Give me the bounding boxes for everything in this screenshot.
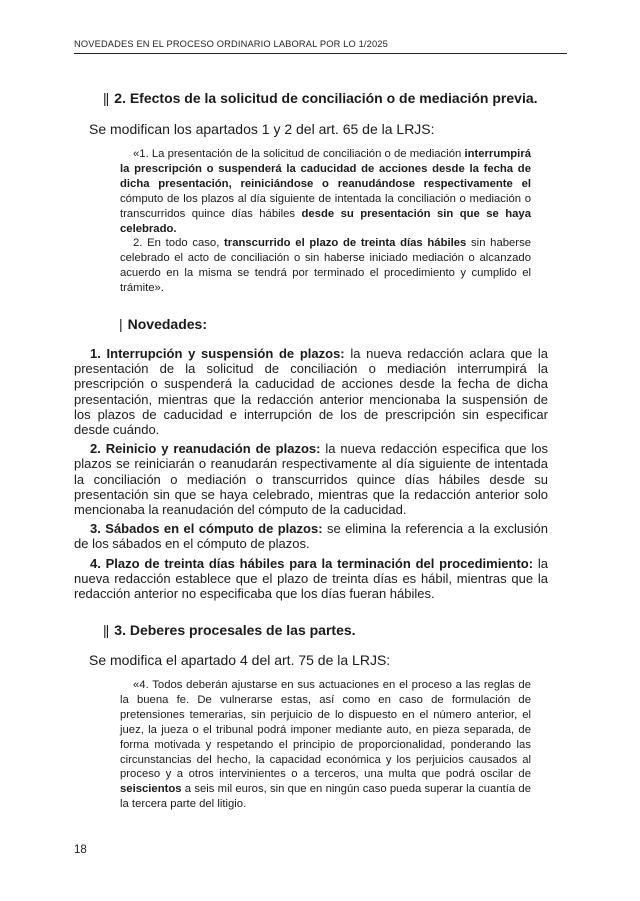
quote-emphasis: seiscientos xyxy=(120,783,182,796)
novedad-text: la nueva redacción aclara que la presentación de la solicitud de conciliación o mediación interrumpirá la prescripción o suspenderá la caducidad de acciones desde la fecha de dicha presentación, mientras que la redacción anterior mencionaba la suspensión de los plazos de caducidad e interrupción de los de prescripción sin especificar desde cuándo. xyxy=(74,346,549,438)
section-3-heading xyxy=(103,622,356,638)
section-marker: | xyxy=(119,316,122,332)
quote-paragraph-1 xyxy=(120,147,531,236)
quote-paragraph xyxy=(120,678,531,812)
section-2-heading xyxy=(103,90,538,106)
novedad-item xyxy=(74,346,548,437)
quote-text: sin haberse celebrado el acto de conciliación o sin haberse iniciado mediación o alcanzado acuerdo en la misma se tendrá por terminado el procedimiento y cumplido el trámite». xyxy=(120,237,531,295)
section-3-intro: Se modifica el apartado 4 del art. 75 de la LRJS: xyxy=(89,652,391,668)
section-2-intro: Se modifican los apartados 1 y 2 del art. 65 de la LRJS: xyxy=(89,121,435,137)
quote-emphasis: interrumpirá la prescripción o suspenderá la caducidad de acciones desde la fecha de dicha presentación, reiniciándose o reanudándose respectivamente el xyxy=(120,148,531,190)
section-3-title: 3. Deberes procesales de las partes. xyxy=(114,622,356,638)
quote-text: 2. En todo caso, xyxy=(133,237,225,250)
section-2-quote xyxy=(120,147,531,296)
novedades-list xyxy=(74,346,548,605)
page-number: 18 xyxy=(74,844,87,856)
section-marker: || xyxy=(103,90,109,106)
quote-emphasis: desde su presentación sin que se haya celebrado. xyxy=(120,207,531,235)
novedad-text: la nueva redacción establece que el plazo de treinta días es hábil, mientras que la redacción anterior no especificaba que los días fueran hábiles. xyxy=(74,555,548,602)
quote-paragraph-2 xyxy=(120,236,531,296)
novedades-title: Novedades: xyxy=(127,316,207,332)
quote-text: «1. La presentación de la solicitud de conciliación o de mediación xyxy=(133,148,465,160)
running-header: NOVEDADES EN EL PROCESO ORDINARIO LABORAL POR LO 1/2025 xyxy=(74,39,388,49)
novedad-label: 3. Sábados en el cómputo de plazos: xyxy=(90,521,323,537)
section-3-quote xyxy=(120,678,531,812)
section-marker: || xyxy=(103,622,109,638)
novedades-heading xyxy=(119,316,207,332)
novedad-item xyxy=(74,556,548,602)
section-2-title: 2. Efectos de la solicitud de conciliación o de mediación previa. xyxy=(114,90,538,106)
header-rule xyxy=(74,53,567,54)
novedad-item xyxy=(74,441,548,517)
novedad-text: la nueva redacción especifica que los plazos se reiniciarán o reanudarán respectivamente al día siguiente de intentada la conciliación o mediación o transcurridos quince días hábiles desde su presentación sin que se haya celebrado, mientras que la redacción anterior solo mencionaba la reanudación del cómputo de la caducidad. xyxy=(74,441,548,518)
quote-emphasis: transcurrido el plazo de treinta días hábiles xyxy=(224,237,467,250)
novedad-label: 4. Plazo de treinta días hábiles para la terminación del procedimiento: xyxy=(90,555,534,571)
novedad-label: 2. Reinicio y reanudación de plazos: xyxy=(90,441,321,457)
novedad-label: 1. Interrupción y suspensión de plazos: xyxy=(90,346,345,361)
quote-text: a seis mil euros, sin que en ningún caso pueda superar la cuantía de la tercera parte del litigio. xyxy=(120,783,531,811)
novedad-text: se elimina la referencia a la exclusión de los sábados en el cómputo de plazos. xyxy=(74,521,549,552)
quote-text: «4. Todos deberán ajustarse en sus actuaciones en el proceso a las reglas de la buena fe. De vulnerarse estas, así como en caso de formulación de pretensiones temerarias, sin perjuicio de lo dispuesto en el número anterior, el juez, la jueza o el tribunal podrá imponer mediante auto, en pieza separada, de forma motivada y respetando el principio de proporcionalidad, ponderando las circunstancias del hecho, la capacidad económica y los perjuicios causados al proceso y a otros intervinientes o a terceros, una multa que podrá oscilar de xyxy=(120,679,531,781)
novedad-item xyxy=(74,521,548,551)
quote-text: cómputo de los plazos al día siguiente de intentada la conciliación o mediación o transcurridos quince días hábiles xyxy=(120,192,531,220)
